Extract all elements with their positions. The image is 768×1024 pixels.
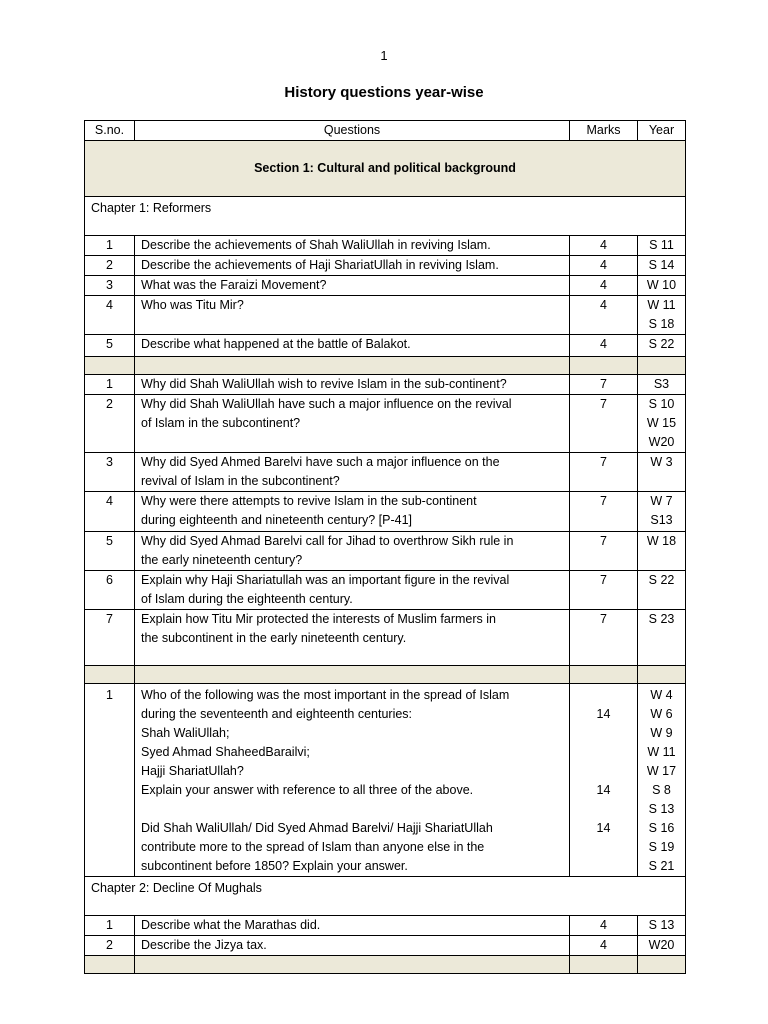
- row-sno: 5: [85, 532, 135, 571]
- chapter-row: [85, 197, 686, 236]
- text-line: W 15: [646, 416, 677, 430]
- row-marks: 7: [570, 375, 638, 395]
- row-question: [135, 492, 570, 532]
- text-line: S3: [653, 377, 670, 391]
- row-sno: 4: [85, 296, 135, 335]
- row-sno: 1: [85, 684, 135, 877]
- spacer-row: [85, 956, 686, 974]
- table-row: [85, 571, 686, 610]
- row-year: [638, 335, 686, 357]
- row-year: [638, 375, 686, 395]
- row-question: [135, 236, 570, 256]
- table-row: [85, 395, 686, 453]
- text-line: revival of Islam in the subcontinent?: [141, 474, 340, 488]
- marks-spacer: [576, 800, 631, 819]
- header-questions: Questions: [135, 121, 570, 141]
- header-row: [85, 121, 686, 141]
- text-line: W20: [648, 938, 675, 952]
- text-line: Syed Ahmad ShaheedBarailvi;: [141, 745, 310, 759]
- chapter-title: Chapter 2: Decline Of Mughals: [85, 877, 686, 916]
- text-line: during eighteenth and nineteenth century? [P-41]: [141, 513, 413, 527]
- row-year: [638, 916, 686, 936]
- spacer-cell: [85, 956, 135, 974]
- text-line: the early nineteenth century?: [141, 553, 303, 567]
- row-question: [135, 256, 570, 276]
- table-row: [85, 532, 686, 571]
- row-marks: 4: [570, 256, 638, 276]
- text-line: the subcontinent in the early nineteenth century.: [141, 631, 407, 645]
- table-row: [85, 916, 686, 936]
- text-line: S 16: [648, 821, 675, 835]
- row-sno: 7: [85, 610, 135, 666]
- text-line: S13: [650, 513, 673, 527]
- spacer-cell: [638, 956, 686, 974]
- text-line: Who of the following was the most important in the spread of Islam: [141, 688, 510, 702]
- row-question: [135, 453, 570, 492]
- row-marks: 4: [570, 936, 638, 956]
- marks-spacer: [576, 724, 631, 781]
- section-row: [85, 141, 686, 197]
- row-question: [135, 296, 570, 335]
- row-question: [135, 276, 570, 296]
- text-line: [141, 800, 563, 819]
- row-marks: 7: [570, 492, 638, 532]
- marks-value: 14: [596, 707, 611, 721]
- text-line: Hajji ShariatUllah?: [141, 764, 244, 778]
- text-line: S 21: [648, 859, 675, 873]
- section-title: Section 1: Cultural and political background: [85, 141, 686, 197]
- text-line: Why were there attempts to revive Islam in the sub-continent: [141, 494, 477, 508]
- row-question: [135, 684, 570, 877]
- text-line: S 23: [648, 612, 675, 626]
- table-row: [85, 684, 686, 877]
- row-year: [638, 236, 686, 256]
- row-sno: 2: [85, 256, 135, 276]
- text-line: W 11: [647, 745, 676, 759]
- text-line: Describe the Jizya tax.: [141, 938, 267, 952]
- row-marks: 4: [570, 296, 638, 335]
- row-year: [638, 395, 686, 453]
- row-marks: 4: [570, 236, 638, 256]
- text-line: Explain why Haji Shariatullah was an important figure in the revival: [141, 573, 510, 587]
- row-year: [638, 453, 686, 492]
- text-line: W 17: [646, 764, 677, 778]
- row-marks: 7: [570, 453, 638, 492]
- row-year: [638, 492, 686, 532]
- text-line: S 22: [648, 573, 675, 587]
- row-marks: 7: [570, 532, 638, 571]
- row-question: [135, 375, 570, 395]
- table-row: [85, 256, 686, 276]
- text-line: S 14: [648, 258, 675, 272]
- chapter-title: Chapter 1: Reformers: [85, 197, 686, 236]
- row-question: [135, 571, 570, 610]
- text-line: Describe what happened at the battle of Balakot.: [141, 337, 411, 351]
- table-row: [85, 236, 686, 256]
- row-marks: 7: [570, 571, 638, 610]
- text-line: W 10: [646, 278, 677, 292]
- text-line: W 9: [650, 726, 673, 740]
- text-line: during the seventeenth and eighteenth centuries:: [141, 707, 413, 721]
- text-line: What was the Faraizi Movement?: [141, 278, 327, 292]
- row-year: [638, 296, 686, 335]
- text-line: W20: [648, 435, 675, 449]
- row-year: [638, 276, 686, 296]
- text-line: subcontinent before 1850? Explain your answer.: [141, 859, 408, 873]
- table-row: [85, 296, 686, 335]
- spacer-cell: [570, 357, 638, 375]
- text-line: S 18: [648, 317, 675, 331]
- text-line: S 13: [648, 918, 675, 932]
- text-line: Why did Syed Ahmad Barelvi call for Jihad to overthrow Sikh rule in: [141, 534, 514, 548]
- text-line: Who was Titu Mir?: [141, 298, 244, 312]
- row-year: [638, 571, 686, 610]
- chapter-row: [85, 877, 686, 916]
- row-marks: 7: [570, 610, 638, 666]
- row-sno: 5: [85, 335, 135, 357]
- table-row: [85, 453, 686, 492]
- row-sno: 1: [85, 236, 135, 256]
- row-sno: 6: [85, 571, 135, 610]
- page-title: History questions year-wise: [284, 84, 484, 101]
- row-sno: 1: [85, 375, 135, 395]
- row-marks: 7: [570, 395, 638, 453]
- text-line: W 11: [647, 298, 676, 312]
- text-line: Shah WaliUllah;: [141, 726, 230, 740]
- spacer-cell: [638, 666, 686, 684]
- text-line: S 13: [648, 802, 675, 816]
- row-question: [135, 395, 570, 453]
- spacer-cell: [135, 357, 570, 375]
- spacer-row: [85, 666, 686, 684]
- marks-value: 14: [596, 783, 611, 797]
- text-line: S 8: [652, 783, 671, 797]
- row-question: [135, 610, 570, 666]
- table-row: [85, 492, 686, 532]
- row-marks: [570, 684, 638, 877]
- text-line: S 11: [649, 238, 674, 252]
- row-question: [135, 335, 570, 357]
- spacer-cell: [135, 956, 570, 974]
- row-sno: 3: [85, 276, 135, 296]
- text-line: S 10: [648, 397, 675, 411]
- row-sno: 2: [85, 395, 135, 453]
- text-line: of Islam during the eighteenth century.: [141, 592, 353, 606]
- row-marks: 4: [570, 916, 638, 936]
- row-marks: 4: [570, 335, 638, 357]
- header-sno: S.no.: [85, 121, 135, 141]
- row-year: [638, 936, 686, 956]
- spacer-cell: [85, 357, 135, 375]
- text-line: Explain your answer with reference to all three of the above.: [141, 783, 474, 797]
- text-line: W 18: [646, 534, 677, 548]
- spacer-cell: [135, 666, 570, 684]
- row-sno: 1: [85, 916, 135, 936]
- questions-table: [84, 120, 686, 974]
- row-year: [638, 610, 686, 666]
- table-row: [85, 610, 686, 666]
- row-question: [135, 936, 570, 956]
- row-sno: 2: [85, 936, 135, 956]
- text-line: W 7: [650, 494, 673, 508]
- text-line: Describe the achievements of Shah WaliUllah in reviving Islam.: [141, 238, 491, 252]
- spacer-cell: [570, 956, 638, 974]
- text-line: S 19: [648, 840, 675, 854]
- text-line: Describe what the Marathas did.: [141, 918, 321, 932]
- text-line: W 3: [650, 455, 673, 469]
- text-line: W 4: [650, 688, 673, 702]
- text-line: of Islam in the subcontinent?: [141, 416, 301, 430]
- text-line: Explain how Titu Mir protected the interests of Muslim farmers in: [141, 612, 496, 626]
- spacer-cell: [638, 357, 686, 375]
- spacer-row: [85, 357, 686, 375]
- table-row: [85, 276, 686, 296]
- text-line: Why did Shah WaliUllah wish to revive Islam in the sub-continent?: [141, 377, 507, 391]
- spacer-cell: [570, 666, 638, 684]
- text-line: Why did Shah WaliUllah have such a major influence on the revival: [141, 397, 512, 411]
- row-marks: 4: [570, 276, 638, 296]
- marks-spacer: [576, 686, 631, 705]
- text-line: Describe the achievements of Haji ShariatUllah in reviving Islam.: [141, 258, 499, 272]
- row-question: [135, 532, 570, 571]
- table-row: [85, 375, 686, 395]
- text-line: S 22: [648, 337, 675, 351]
- row-year: [638, 684, 686, 877]
- header-year: Year: [638, 121, 686, 141]
- table-row: [85, 335, 686, 357]
- page-number: 1: [380, 48, 388, 63]
- text-line: Why did Syed Ahmed Barelvi have such a major influence on the: [141, 455, 500, 469]
- marks-value: 14: [596, 821, 611, 835]
- row-year: [638, 256, 686, 276]
- row-sno: 4: [85, 492, 135, 532]
- text-line: Did Shah WaliUllah/ Did Syed Ahmad Barelvi/ Hajji ShariatUllah: [141, 821, 493, 835]
- text-line: W 6: [650, 707, 673, 721]
- row-year: [638, 532, 686, 571]
- row-question: [135, 916, 570, 936]
- text-line: contribute more to the spread of Islam than anyone else in the: [141, 840, 485, 854]
- table-row: [85, 936, 686, 956]
- spacer-cell: [85, 666, 135, 684]
- row-sno: 3: [85, 453, 135, 492]
- header-marks: Marks: [570, 121, 638, 141]
